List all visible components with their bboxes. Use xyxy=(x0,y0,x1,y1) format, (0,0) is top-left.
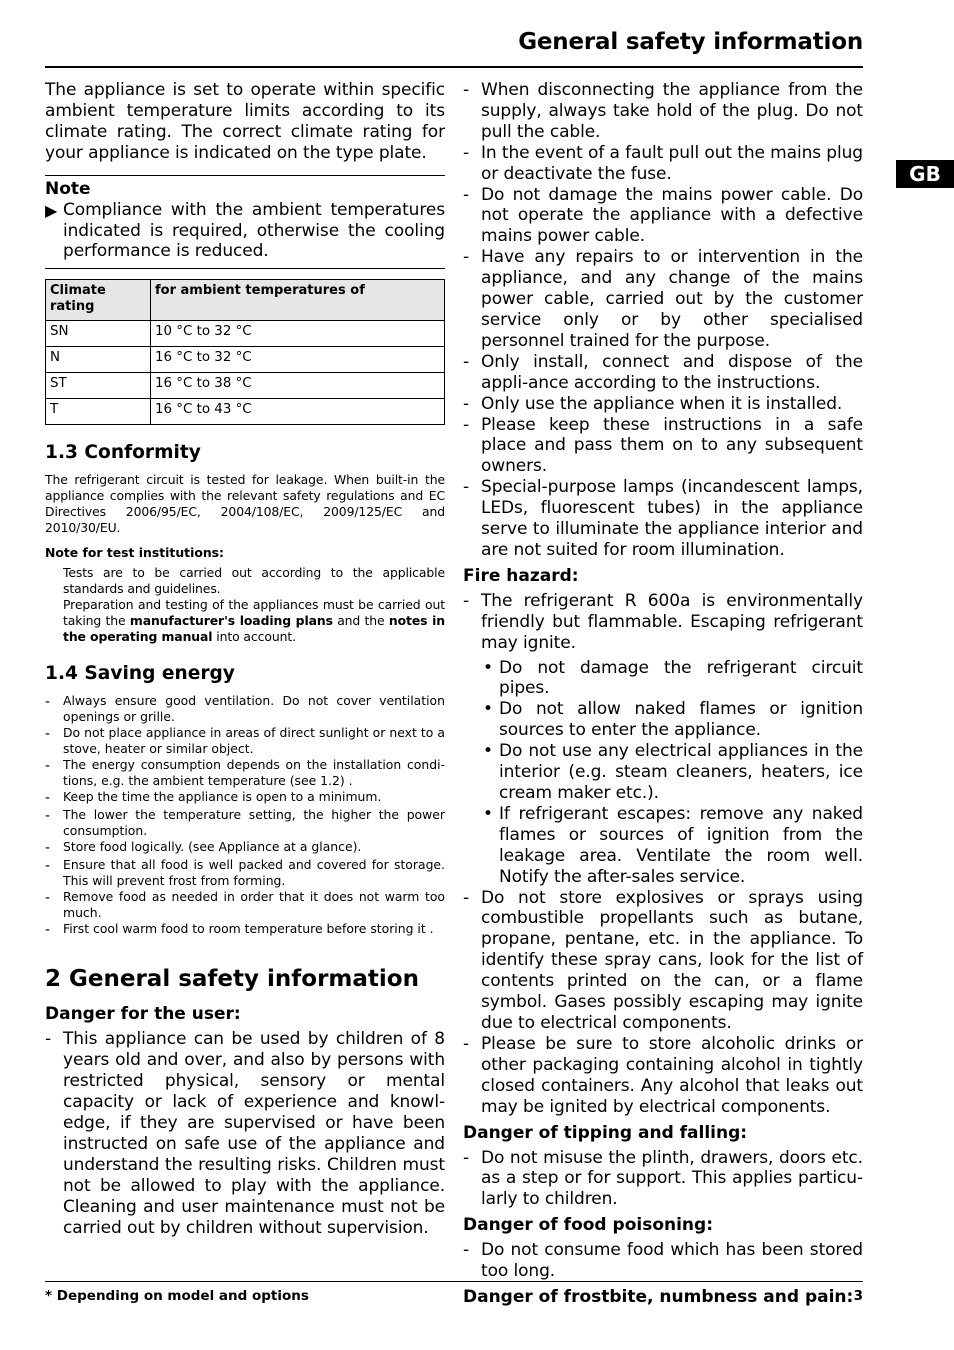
list-item-text: Do not place appliance in areas of direct sunlight or next to a stove, heater or similar object. xyxy=(63,725,445,757)
climate-table xyxy=(45,279,445,425)
list-item-text: Do not allow naked flames or ignition sources to enter the appliance. xyxy=(499,699,863,741)
list-item-text: Have any repairs to or intervention in the appliance, and any change of the mains power cable, carried out by the customer service only or by other specialised personnel trained for the purpose. xyxy=(481,247,863,351)
dash-mark: - xyxy=(45,1029,52,1050)
dash-mark: - xyxy=(45,840,51,857)
safety-heading: 2 General safety information xyxy=(45,966,419,993)
note-row xyxy=(45,200,445,263)
note-box xyxy=(45,175,445,270)
list-item-text: First cool warm food to room temperature before storing it . xyxy=(63,921,434,937)
list-item xyxy=(463,185,863,248)
saving-heading: 1.4 Saving energy xyxy=(45,663,235,685)
left-column xyxy=(45,80,445,1238)
list-item-text: Please be sure to store alcoholic drinks or other packaging containing alcohol in tightly closed containers. Any alcohol that leaks out may be ignited by electrical components. xyxy=(481,1033,863,1117)
list-item-text: When disconnecting the appliance from the supply, always take hold of the plug. Do not pull the cable. xyxy=(481,80,863,142)
list-item xyxy=(463,80,863,143)
dash-mark: - xyxy=(463,184,470,205)
prep-bold-part: manufacturer's loading plans xyxy=(129,613,333,629)
fire-hazard-title: Fire hazard: xyxy=(463,565,579,586)
dash-mark: - xyxy=(45,758,51,775)
table-row xyxy=(46,321,445,347)
table-cell: SN xyxy=(46,321,151,347)
list-item xyxy=(463,143,863,185)
list-item-text: Do not damage the refrigerant circuit pipes. xyxy=(499,657,863,699)
list-item xyxy=(45,1029,445,1238)
list-item xyxy=(463,415,863,478)
list-item xyxy=(463,1034,863,1118)
dash-mark: - xyxy=(463,1147,470,1168)
list-item xyxy=(45,857,445,889)
intro-paragraph: The appliance is set to operate within specific ambient temperature limits according to its climate rating. The correct climate rating for your appliance is indicated on the type plate. xyxy=(45,80,445,163)
fire-bullet-list xyxy=(463,658,863,888)
list-item-text: Please keep these instructions in a safe place and pass them on to any subsequent owners. xyxy=(481,414,863,477)
footer-rule xyxy=(45,1281,863,1282)
dash-mark: - xyxy=(463,1240,470,1261)
dash-mark: - xyxy=(463,887,470,908)
list-item xyxy=(481,699,863,741)
table-header-row xyxy=(46,280,445,321)
list-item-text: Remove food as needed in order that it does not warm too much. xyxy=(63,889,445,921)
prep-text-part: Preparation and testing of the appliances must be carried out taking the xyxy=(63,597,445,629)
table-cell: 16 °C to 32 °C xyxy=(151,347,445,373)
user-danger-list xyxy=(45,1029,445,1238)
list-item xyxy=(481,658,863,700)
table-cell: T xyxy=(46,399,151,425)
tipping-title: Danger of tipping and falling: xyxy=(463,1122,748,1143)
fire-list xyxy=(463,888,863,1118)
note-text: Compliance with the ambient temperatures indicated is required, otherwise the cooling performance is reduced. xyxy=(63,199,445,262)
list-item-text: Do not damage the mains power cable. Do not operate the appliance with a defective mains power cable. xyxy=(481,184,863,247)
frostbite-title: Danger of frostbite, numbness and pain: xyxy=(463,1287,854,1308)
list-item xyxy=(45,921,445,939)
table-cell: 16 °C to 43 °C xyxy=(151,399,445,425)
dash-mark: - xyxy=(463,247,470,268)
list-item-text: The refrigerant R 600a is environmentally friendly but flammable. Escaping refrigerant may ignite. xyxy=(481,590,863,653)
list-item-text: Always ensure good ventilation. Do not cover ventilation openings or grille. xyxy=(63,693,445,725)
table-row xyxy=(46,373,445,399)
test-institutions-block xyxy=(45,565,445,645)
list-item-text: Special-purpose lamps (incandescent lamps, LEDs, fluorescent tubes) in the appliance serve to illuminate the appliance interior and are not suited for room illumination. xyxy=(481,477,863,560)
dash-mark: - xyxy=(463,1033,470,1054)
header-rule xyxy=(45,66,863,68)
list-item xyxy=(45,807,445,839)
poisoning-list xyxy=(463,1240,863,1282)
dash-mark: - xyxy=(45,790,51,807)
note-title: Note xyxy=(45,178,91,199)
dash-mark: - xyxy=(45,890,51,907)
table-row xyxy=(46,347,445,373)
list-item-text: This appliance can be used by children of 8 years old and over, and also by persons with restricted physical, sensory or mental capacity or lack of experience and knowl-edge, if they are supervised or have been instructed on safe use of the appliance and understand the resulting risks. Children must not be allowed to play with the appliance. Cleaning and user maintenance must not be carried out by children without supervision. xyxy=(63,1029,445,1238)
dash-mark: - xyxy=(45,726,51,743)
list-item-text: Only install, connect and dispose of the appli-ance according to the instructions. xyxy=(481,351,863,393)
page-number: 3 xyxy=(853,1288,863,1304)
fire-intro-list xyxy=(463,591,863,654)
list-item-text: Do not consume food which has been stored too long. xyxy=(481,1240,863,1282)
conformity-heading: 1.3 Conformity xyxy=(45,442,201,464)
list-item xyxy=(45,839,445,857)
list-item xyxy=(45,725,445,757)
list-item-text: Do not store explosives or sprays using combustible propellants such as butane, propane, pentane, etc. in the appliance. To identify these spray cans, look for the list of contents printed on the can, or a flame symbol. Gases possibly escaping may ignite due to electrical components. xyxy=(481,887,863,1033)
prep-text-part: and the xyxy=(332,613,389,629)
test-text: Tests are to be carried out according to the applicable standards and guidelines. xyxy=(63,565,445,597)
list-item-text: Store food logically. (see Appliance at a glance). xyxy=(63,839,362,855)
list-item-text: Keep the time the appliance is open to a minimum. xyxy=(63,789,382,805)
list-item-text: In the event of a fault pull out the mains plug or deactivate the fuse. xyxy=(481,142,863,184)
tipping-list xyxy=(463,1148,863,1211)
list-item-text: If refrigerant escapes: remove any naked flames or sources of ignition from the leakage area. Ventilate the room well. Notify the after-sales service. xyxy=(499,803,863,887)
bullet-mark: • xyxy=(483,741,493,762)
poisoning-title: Danger of food poisoning: xyxy=(463,1215,713,1236)
dash-mark: - xyxy=(463,590,470,611)
footer-note: * Depending on model and options xyxy=(45,1288,309,1304)
prep-bold-part: notes in the operating manual xyxy=(63,613,446,645)
list-item xyxy=(463,1148,863,1211)
table-header-cell: Climate rating xyxy=(46,280,151,321)
bullet-mark: • xyxy=(483,657,493,678)
prep-text xyxy=(63,597,445,645)
table-cell: 10 °C to 32 °C xyxy=(151,321,445,347)
list-item xyxy=(463,394,863,415)
dash-mark: - xyxy=(463,80,470,100)
dash-mark: - xyxy=(463,351,470,372)
list-item xyxy=(463,1240,863,1282)
list-item-text: The energy consumption depends on the installation condi-tions, e.g. the ambient temperature (see 1.2) . xyxy=(63,757,445,789)
list-item xyxy=(463,591,863,654)
conformity-text: The refrigerant circuit is tested for leakage. When built-in the appliance complies with the relevant safety regulations and EC Directives 2006/95/EC, 2004/108/EC, 2009/125/EC and 2010/30/EU. xyxy=(45,472,445,536)
dash-mark: - xyxy=(45,694,51,711)
list-item xyxy=(45,889,445,921)
table-header-cell: for ambient temperatures of xyxy=(151,280,445,321)
right-column xyxy=(463,80,863,1308)
list-item xyxy=(45,789,445,807)
dash-mark: - xyxy=(463,393,470,414)
list-item-text: The lower the temperature setting, the higher the power consumption. xyxy=(63,807,445,839)
table-cell: N xyxy=(46,347,151,373)
table-cell: ST xyxy=(46,373,151,399)
list-item-text: Do not use any electrical appliances in the interior (e.g. steam cleaners, heaters, ice cream maker etc.). xyxy=(499,741,863,803)
bullet-mark: • xyxy=(483,803,493,824)
prep-text-part: into account. xyxy=(212,629,296,645)
list-item-text: Ensure that all food is well packed and covered for storage. This will prevent frost from forming. xyxy=(63,857,445,889)
list-item xyxy=(463,888,863,1034)
list-item xyxy=(463,352,863,394)
table-cell: 16 °C to 38 °C xyxy=(151,373,445,399)
list-item xyxy=(45,693,445,725)
dash-mark: - xyxy=(45,808,51,825)
list-item xyxy=(463,477,863,561)
list-item-text: Do not misuse the plinth, drawers, doors etc. as a step or for support. This applies particu-larly to children. xyxy=(481,1147,863,1210)
table-row xyxy=(46,399,445,425)
list-item xyxy=(463,247,863,352)
list-item-text: Only use the appliance when it is installed. xyxy=(481,393,843,414)
user-danger-title: Danger for the user: xyxy=(45,1004,241,1025)
saving-list xyxy=(45,693,445,939)
page-header-title: General safety information xyxy=(518,29,863,55)
dash-mark: - xyxy=(463,477,470,498)
dash-mark: - xyxy=(45,922,51,939)
language-tab: GB xyxy=(896,160,954,188)
list-item xyxy=(45,757,445,789)
safety-list xyxy=(463,80,863,561)
arrow-right-icon: ▶ xyxy=(45,200,58,220)
list-item xyxy=(481,804,863,888)
dash-mark: - xyxy=(45,858,51,875)
dash-mark: - xyxy=(463,142,470,163)
test-institutions-title: Note for test institutions: xyxy=(45,545,224,561)
dash-mark: - xyxy=(463,414,470,435)
list-item xyxy=(481,741,863,804)
bullet-mark: • xyxy=(483,699,493,720)
